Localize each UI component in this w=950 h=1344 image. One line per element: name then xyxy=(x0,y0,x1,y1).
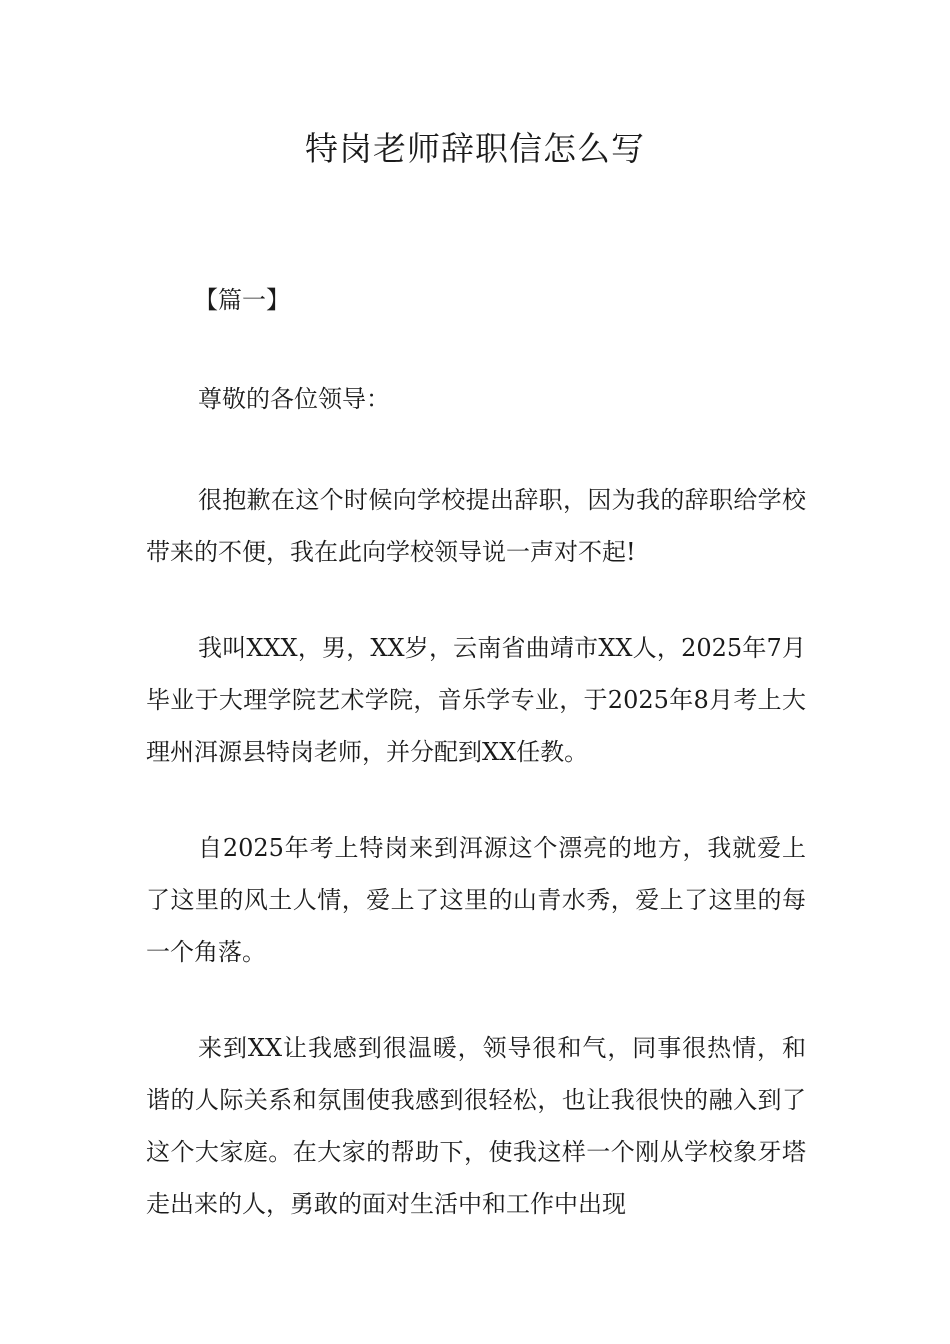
paragraph: 很抱歉在这个时候向学校提出辞职，因为我的辞职给学校带来的不便，我在此向学校领导说一声对不起! xyxy=(146,486,806,566)
paragraph: 我叫XXX，男，XX岁，云南省曲靖市XX人，2025年7月毕业于大理学院艺术学院，音乐学专业，于2025年8月考上大理州洱源县特岗老师，并分配到XX任教。 xyxy=(146,634,806,766)
salutation: 尊敬的各位领导： xyxy=(198,385,390,413)
paragraph: 自2025年考上特岗来到洱源这个漂亮的地方，我就爱上了这里的风土人情，爱上了这里的山青水秀，爱上了这里的每一个角落。 xyxy=(146,834,806,966)
document-title: 特岗老师辞职信怎么写 xyxy=(305,129,645,168)
paragraph: 来到XX让我感到很温暖，领导很和气，同事很热情，和谐的人际关系和氛围使我感到很轻松，也让我很快的融入到了这个大家庭。在大家的帮助下，使我这样一个刚从学校象牙塔走出来的人，勇敢的面对生活中和工作中出现 xyxy=(146,1034,806,1218)
section-label: 【篇一】 xyxy=(194,286,290,314)
